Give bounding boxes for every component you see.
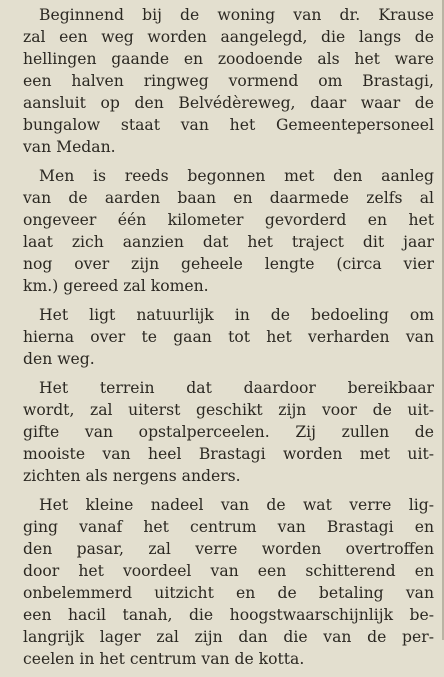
text-line: door het voordeel van een schitterend en xyxy=(23,562,434,580)
text-line: aansluit op den Belvédèreweg, daar waar de xyxy=(23,94,434,112)
article-body xyxy=(0,4,440,677)
text-line: hellingen gaande en zoodoende als het ware xyxy=(23,50,434,68)
paragraph-2 xyxy=(23,165,434,297)
text-line: nog over zijn geheele lengte (circa vier xyxy=(23,255,434,273)
text-line: hierna over te gaan tot het verharden van xyxy=(23,328,434,346)
paragraph-5 xyxy=(23,494,434,670)
text-line: km.) gereed zal komen. xyxy=(23,277,209,295)
text-line: ongeveer één kilometer gevorderd en het xyxy=(23,211,434,229)
text-line: zichten als nergens anders. xyxy=(23,467,241,485)
text-line: Het ligt natuurlijk in de bedoeling om xyxy=(39,306,434,324)
text-line: Beginnend bij de woning van dr. Krause xyxy=(39,6,434,24)
paragraph-3 xyxy=(23,304,434,370)
text-line: bungalow staat van het Gemeentepersoneel xyxy=(23,116,434,134)
text-line: wordt, zal uiterst geschikt zijn voor de uit- xyxy=(23,401,434,419)
text-line: van de aarden baan en daarmede zelfs al xyxy=(23,189,434,207)
paragraph-1 xyxy=(23,4,434,158)
text-line: Het kleine nadeel van de wat verre lig- xyxy=(39,496,434,514)
text-line: ceelen in het centrum van de kotta. xyxy=(23,650,305,668)
text-line: den weg. xyxy=(23,350,95,368)
text-line: van Medan. xyxy=(23,138,116,156)
text-line: een halven ringweg vormend om Brastagi, xyxy=(23,72,434,90)
text-line: onbelemmerd uitzicht en de betaling van xyxy=(23,584,434,602)
paragraph-4 xyxy=(23,377,434,487)
text-line: gifte van opstalperceelen. Zij zullen de xyxy=(23,423,434,441)
text-line: een hacil tanah, die hoogstwaarschijnlijk be- xyxy=(23,606,434,624)
text-line: Men is reeds begonnen met den aanleg xyxy=(39,167,434,185)
text-line: laat zich aanzien dat het traject dit jaar xyxy=(23,233,434,251)
text-line: mooiste van heel Brastagi worden met uit- xyxy=(23,445,434,463)
text-line: langrijk lager zal zijn dan die van de per- xyxy=(23,628,434,646)
text-line: zal een weg worden aangelegd, die langs de xyxy=(23,28,434,46)
text-line: den pasar, zal verre worden overtroffen xyxy=(23,540,434,558)
text-line: Het terrein dat daardoor bereikbaar xyxy=(39,379,434,397)
text-line: ging vanaf het centrum van Brastagi en xyxy=(23,518,434,536)
